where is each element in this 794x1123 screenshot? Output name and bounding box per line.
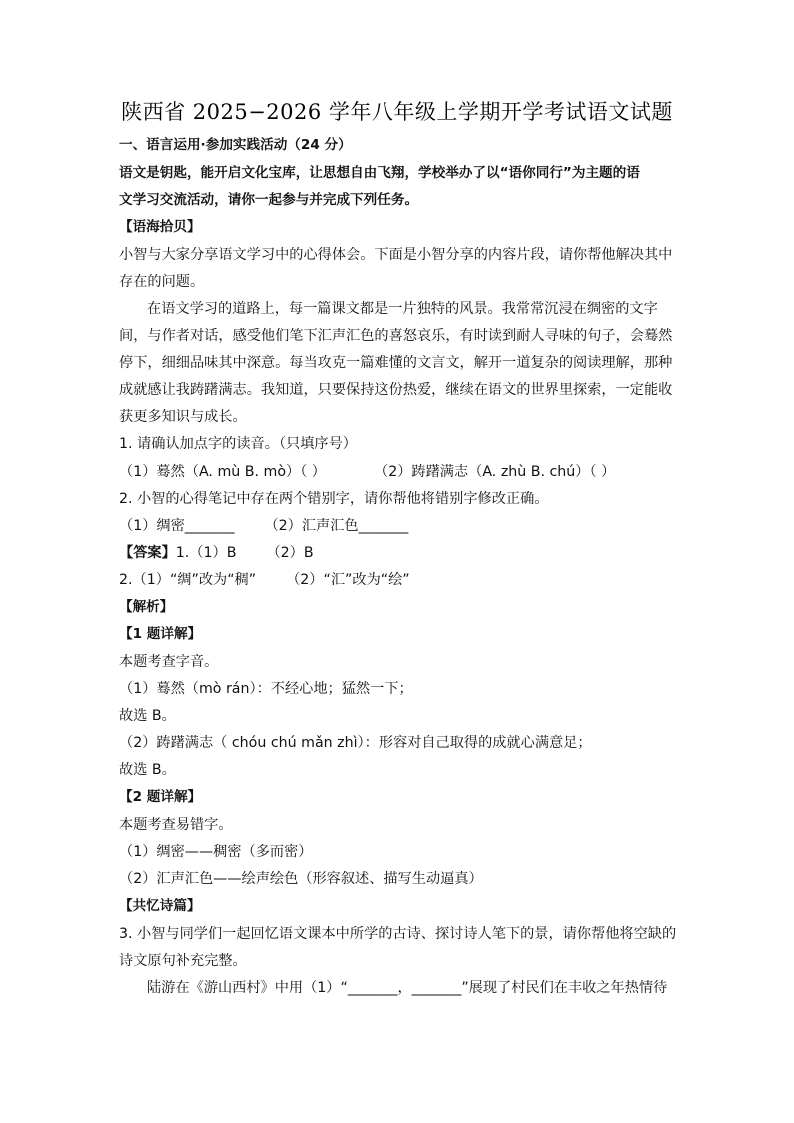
answer-1b: （2）B bbox=[266, 545, 314, 561]
intro-line-2: 文学习交流活动，请你一起参与并完成下列任务。 bbox=[119, 192, 419, 208]
question-3-line-1: 3. 小智与同学们一起回忆语文课本中所学的古诗、探讨诗人笔下的景，请你帮他将空缺的 bbox=[119, 926, 677, 942]
question-3-line-2: 诗文原句补充完整。 bbox=[119, 953, 247, 969]
passage-line-2: 间，与作者对话，感受他们笔下汇声汇色的喜怒哀乐，有时读到耐人寻味的句子，会蓦然 bbox=[119, 328, 673, 344]
q2-detail-line-1: 本题考查易错字。 bbox=[119, 817, 233, 833]
answer-2b: （2）“汇”改为“绘” bbox=[286, 572, 410, 588]
answer-label: 【答案】 bbox=[119, 545, 176, 561]
question-2-stem: 2. 小智的心得笔记中存在两个错别字，请你帮他将错别字修改正确。 bbox=[119, 491, 549, 507]
q2-detail-label: 【2 题详解】 bbox=[119, 789, 202, 805]
passage-line-1: 在语文学习的道路上，每一篇课文都是一片独特的风景。我常常沉浸在绸密的文字 bbox=[147, 301, 658, 317]
q1-detail-line-5: 故选 B。 bbox=[119, 762, 176, 778]
q2-detail-line-2: （1）绸密——稠密（多而密） bbox=[119, 844, 313, 860]
tag-poem: 【共忆诗篇】 bbox=[119, 898, 201, 914]
q1-detail-line-3: 故选 B。 bbox=[119, 708, 176, 724]
analysis-label: 【解析】 bbox=[119, 599, 174, 615]
q1-detail-label: 【1 题详解】 bbox=[119, 626, 202, 642]
section-heading: 一、语言运用·参加实践活动（24 分） bbox=[119, 137, 352, 153]
q1-detail-line-4: （2）踌躇满志（ chóu chú mǎn zhì）：形容对自己取得的成就心满意足； bbox=[119, 735, 592, 751]
question-1-options bbox=[119, 462, 679, 482]
answer-line-2 bbox=[119, 570, 679, 590]
question-2-options bbox=[119, 516, 679, 536]
answer-2a: 2.（1）“绸”改为“稠” bbox=[119, 572, 257, 588]
question-1-stem: 1. 请确认加点字的读音。（只填序号） bbox=[119, 436, 357, 452]
intro-line-1: 语文是钥匙，能开启文化宝库，让思想自由飞翔，学校举办了以“语你同行”为主题的语 bbox=[119, 165, 640, 181]
question-3-line-3: 陆游在《游山西村》中用（1）“_______，_______”展现了村民们在丰收之年热情待 bbox=[147, 980, 668, 996]
page-title: 陕西省 2025−2026 学年八年级上学期开学考试语文试题 bbox=[121, 100, 673, 124]
question-2-part-2: （2）汇声汇色_______ bbox=[264, 518, 409, 534]
prompt-line-2: 存在的问题。 bbox=[119, 274, 205, 290]
passage-line-4: 成就感让我踌躇满志。我知道，只要保持这份热爱，继续在语文的世界里探索，一定能收 bbox=[119, 382, 673, 398]
q1-detail-line-1: 本题考查字音。 bbox=[119, 654, 219, 670]
q2-detail-line-3: （2）汇声汇色——绘声绘色（形容叙述、描写生动逼真） bbox=[119, 871, 483, 887]
passage-line-3: 停下，细细品味其中深意。每当攻克一篇难懂的文言文，解开一道复杂的阅读理解，那种 bbox=[119, 355, 673, 371]
prompt-line-1: 小智与大家分享语文学习中的心得体会。下面是小智分享的内容片段，请你帮他解决其中 bbox=[119, 247, 673, 263]
tag-yuhai: 【语海拾贝】 bbox=[119, 219, 201, 235]
answer-line-1 bbox=[119, 543, 679, 563]
question-1-part-1: （1）蓦然（A. mù B. mò）（ ） bbox=[119, 464, 326, 480]
answer-1a: 1.（1）B bbox=[175, 545, 237, 561]
passage-line-5: 获更多知识与成长。 bbox=[119, 409, 247, 425]
question-1-part-2: （2）踌躇满志（A. zhù B. chú）（ ） bbox=[374, 464, 616, 480]
q1-detail-line-2: （1）蓦然（mò rán）：不经心地；猛然一下； bbox=[119, 681, 413, 697]
question-2-part-1: （1）绸密_______ bbox=[119, 518, 235, 534]
